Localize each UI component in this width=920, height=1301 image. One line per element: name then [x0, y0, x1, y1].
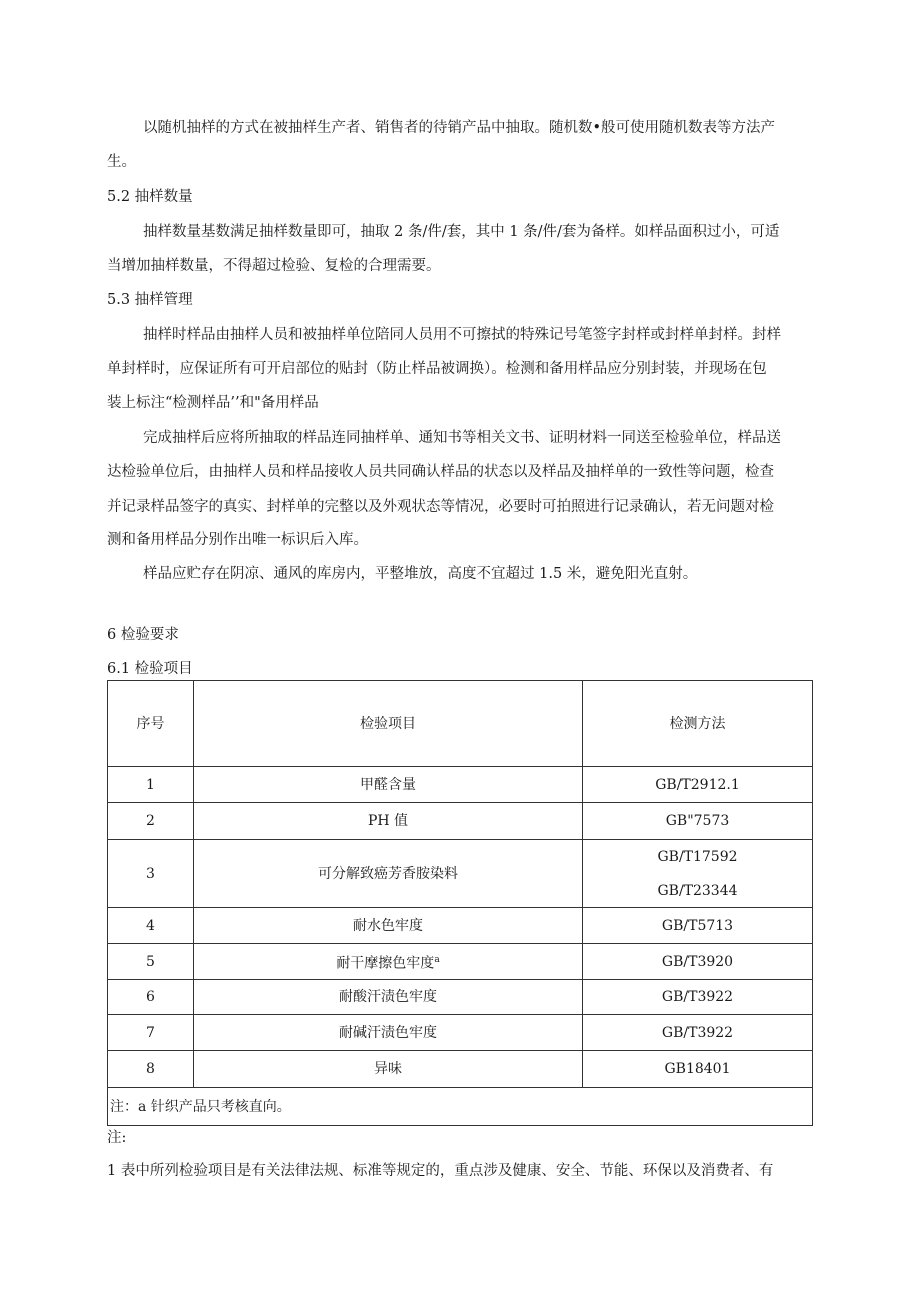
- row-method: GB/T3922: [583, 1015, 813, 1051]
- section-5-2-heading: 5.2 抽样数量: [107, 189, 193, 205]
- paragraph-sample-storage: 样品应贮存在阴凉、通风的库房内，平整堆放，高度不宜超过 1.5 米，避免阳光直射。: [143, 566, 698, 582]
- row-no: 8: [108, 1051, 194, 1088]
- row-no: 7: [108, 1015, 194, 1051]
- row-item: 耐酸汗渍色牢度: [194, 980, 583, 1015]
- section-5-3-heading: 5.3 抽样管理: [107, 292, 193, 308]
- table-note: 注：a 针织产品只考核直向。: [108, 1088, 813, 1126]
- row-method-line1: GB/T17592: [657, 848, 738, 865]
- paragraph-sample-delivery-line4: 测和备用样品分别作出唯一标识后入库。: [107, 532, 368, 548]
- row-item: 耐碱汗渍色牢度: [194, 1015, 583, 1051]
- paragraph-random-sampling-line2: 生。: [107, 154, 136, 170]
- paragraph-sample-delivery-line3: 并记录样品签字的真实、封样单的完整以及外观状态等情况，必要时可拍照进行记录确认，若无问题对检: [107, 499, 774, 515]
- row-method: GB/T5713: [583, 908, 813, 944]
- row-item: 异味: [194, 1051, 583, 1088]
- table-row: [108, 803, 813, 840]
- footer-note-1: 1 表中所列检验项目是有关法律法规、标准等规定的，重点涉及健康、安全、节能、环保以及消费者、有: [107, 1163, 774, 1179]
- row-method: [583, 840, 813, 908]
- header-method: 检测方法: [583, 681, 813, 767]
- table-row: [108, 1051, 813, 1088]
- row-method: GB/T2912.1: [583, 767, 813, 803]
- paragraph-sample-quantity-line1: 抽样数量基数满足抽样数量即可，抽取 2 条/件/套，其中 1 条/件/套为备样。如样品面积过小，可适: [143, 224, 780, 240]
- row-method-line2: GB/T23344: [657, 882, 738, 899]
- row-item-text: 耐干摩擦色牢度: [336, 955, 435, 972]
- table-row: [108, 944, 813, 980]
- row-no: 4: [108, 908, 194, 944]
- table-note-row: [108, 1088, 813, 1126]
- row-no: 1: [108, 767, 194, 803]
- paragraph-sample-management-line2: 单封样时，应保证所有可开启部位的贴封（防止样品被调换）。检测和备用样品应分别封装，并现场在包: [107, 361, 767, 377]
- row-item: [194, 944, 583, 980]
- row-method: GB18401: [583, 1051, 813, 1088]
- row-method: GB"7573: [583, 803, 813, 840]
- table-row: [108, 840, 813, 908]
- row-item: 可分解致癌芳香胺染料: [194, 840, 583, 908]
- footer-note-label: 注:: [107, 1130, 127, 1146]
- section-6-1-heading: 6.1 检验项目: [107, 661, 193, 677]
- header-item: 检验项目: [194, 681, 583, 767]
- row-item-footnote-mark: a: [434, 954, 440, 965]
- table-row: [108, 1015, 813, 1051]
- row-no: 3: [108, 840, 194, 908]
- row-item: 甲醛含量: [194, 767, 583, 803]
- row-method: GB/T3920: [583, 944, 813, 980]
- table-row: [108, 980, 813, 1015]
- paragraph-sample-management-line3: 装上标注“检测样品’’和"备用样品: [107, 395, 319, 411]
- paragraph-sample-delivery-line1: 完成抽样后应将所抽取的样品连同抽样单、通知书等相关文书、证明材料一同送至检验单位，样品送: [143, 430, 781, 446]
- header-no: 序号: [108, 681, 194, 767]
- paragraph-random-sampling-line1: 以随机抽样的方式在被抽样生产者、销售者的待销产品中抽取。随机数•般可使用随机数表等方法产: [143, 120, 776, 136]
- table-header-row: [108, 681, 813, 767]
- paragraph-sample-quantity-line2: 当增加抽样数量，不得超过检验、复检的合理需要。: [107, 258, 441, 274]
- row-item: PH 值: [194, 803, 583, 840]
- row-method: GB/T3922: [583, 980, 813, 1015]
- row-item: 耐水色牢度: [194, 908, 583, 944]
- row-no: 5: [108, 944, 194, 980]
- row-no: 6: [108, 980, 194, 1015]
- row-no: 2: [108, 803, 194, 840]
- paragraph-sample-management-line1: 抽样时样品由抽样人员和被抽样单位陪同人员用不可擦拭的特殊记号笔签字封样或封样单封样。封样: [143, 327, 781, 343]
- paragraph-sample-delivery-line2: 达检验单位后，由抽样人员和样品接收人员共同确认样品的状态以及样品及抽样单的一致性等问题，检查: [107, 464, 774, 480]
- section-6-heading: 6 检验要求: [107, 627, 179, 643]
- inspection-items-table: [107, 680, 813, 1126]
- table-row: [108, 767, 813, 803]
- table-row: [108, 908, 813, 944]
